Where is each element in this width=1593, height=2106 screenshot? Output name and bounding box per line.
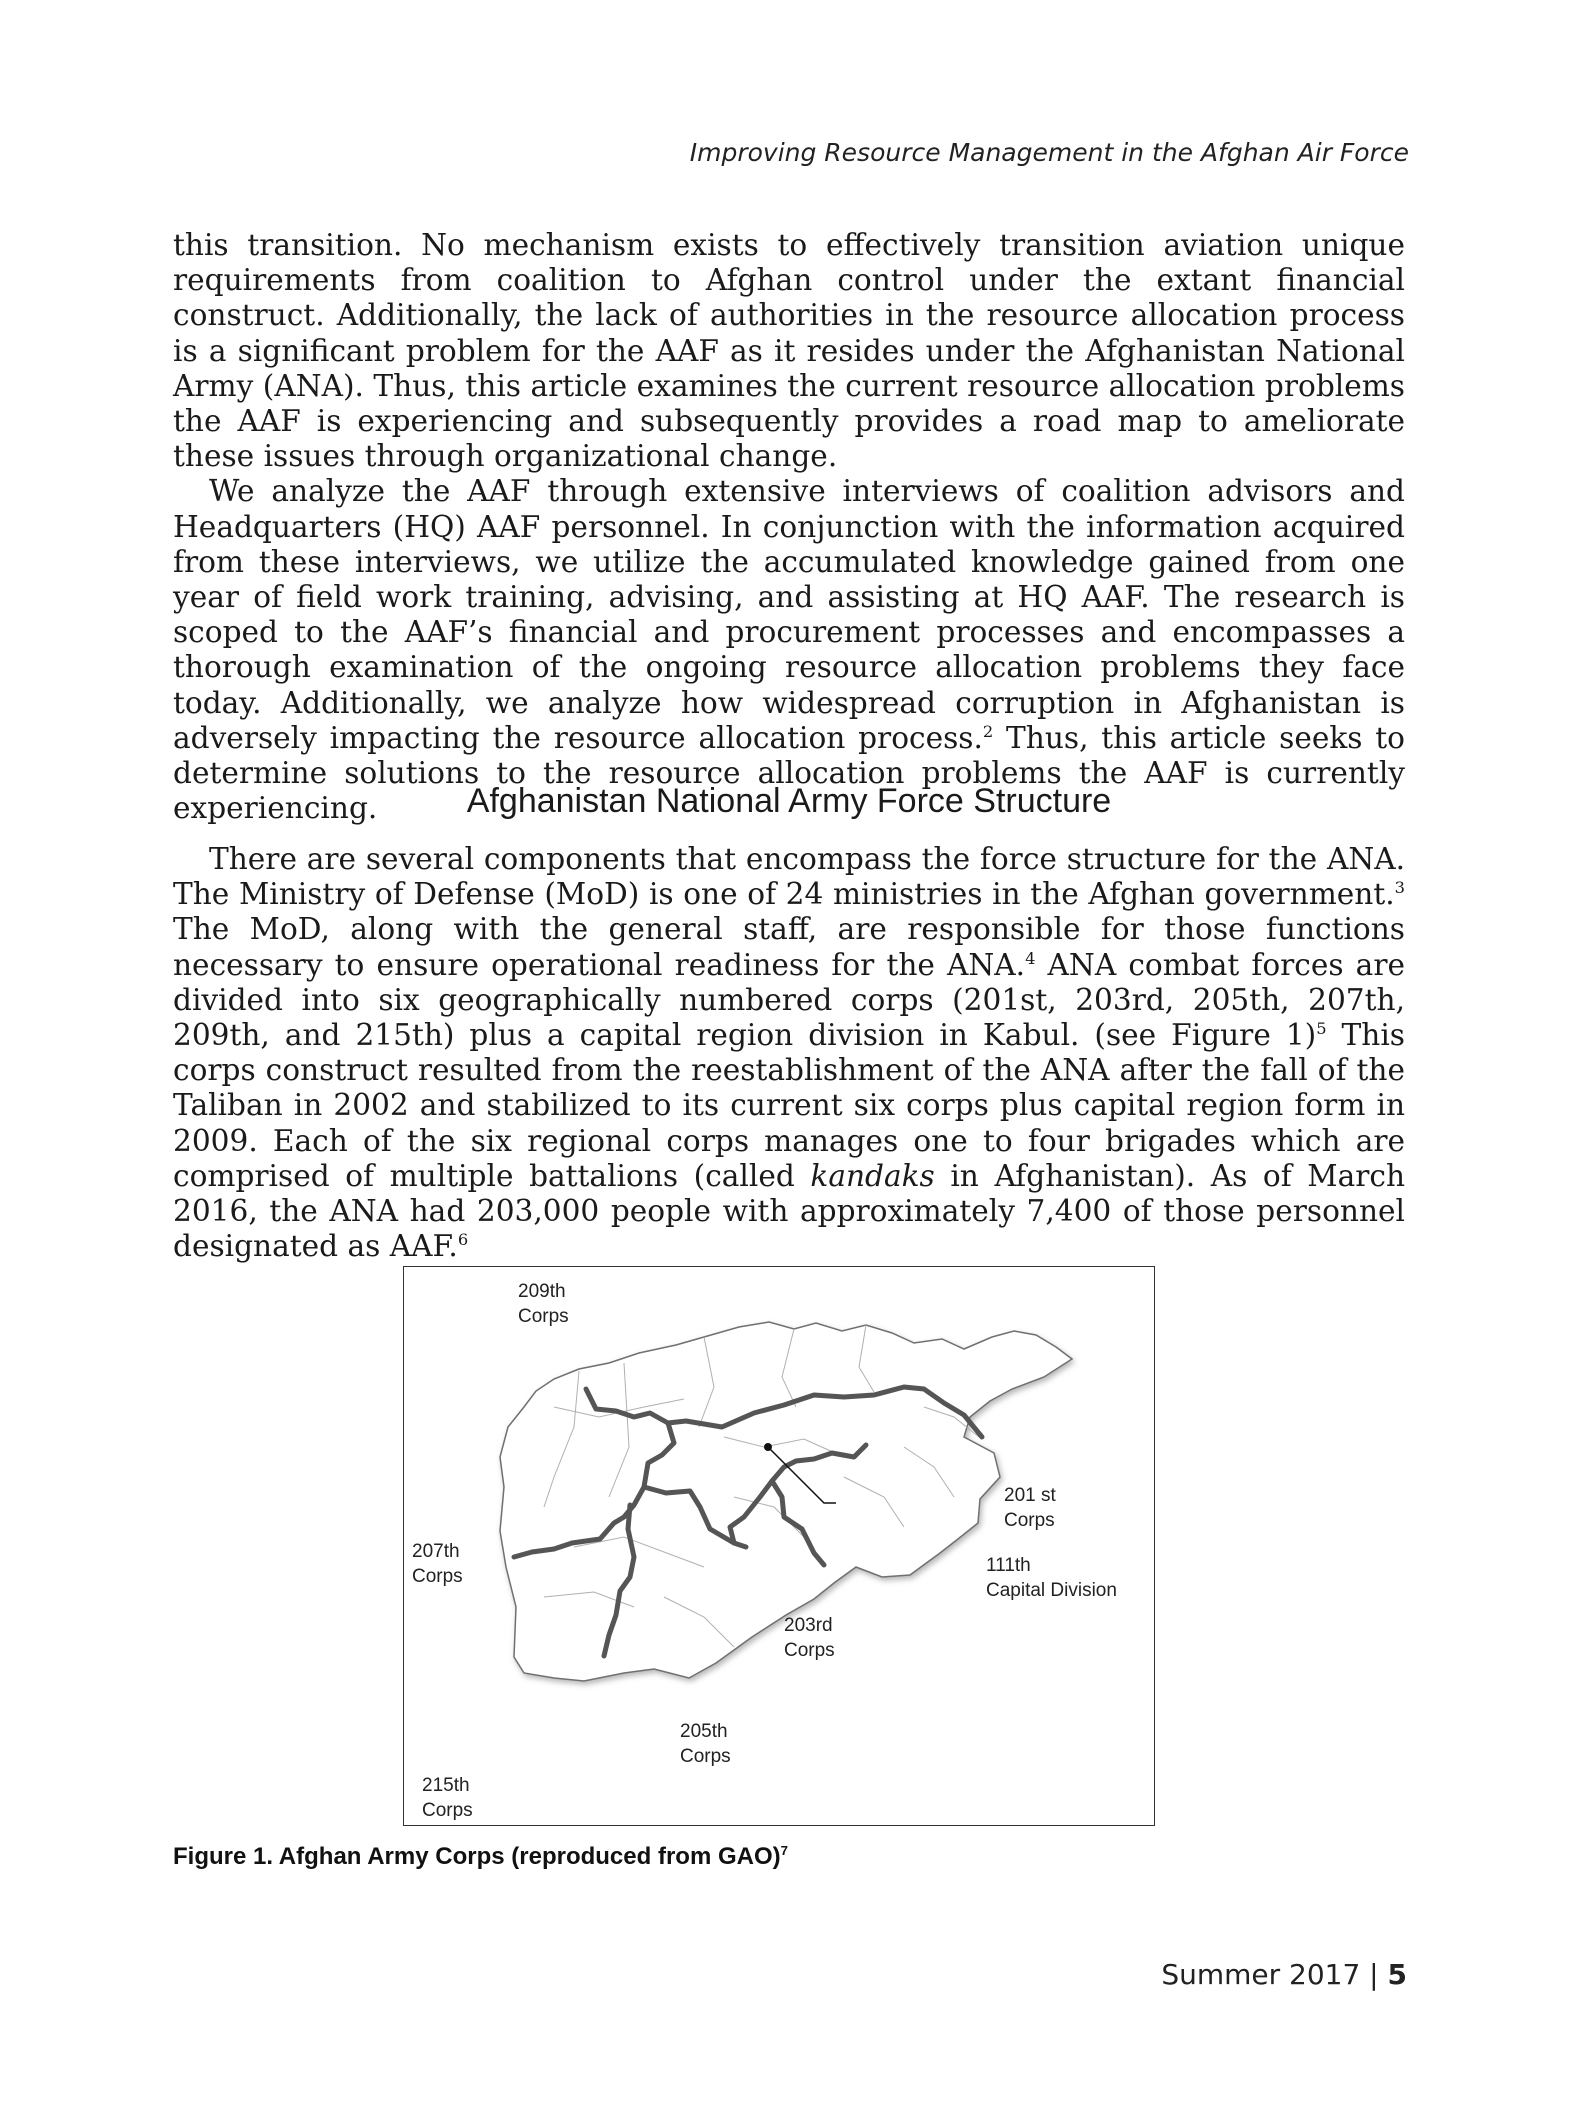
label-111th-line2: Capital Division: [986, 1580, 1117, 1601]
label-209th-line2: Corps: [518, 1306, 569, 1327]
label-201st-corps: [1004, 1483, 1056, 1533]
label-205th-line2: Corps: [680, 1746, 731, 1767]
paragraph-2-text-a: We analyze the AAF through extensive interviews of coalition advisors and Headquarters (HQ) AAF personnel. In conjunction with the information acquired from these interviews, we utilize the accumulated knowledge gained from one year of field work training, advising, and assisting at HQ AAF. The research is scoped to the AAF’s financial and procurement processes and encompasses a thorough examination of the ongoing resource allocation problems they face today. Additionally, we analyze how widespread corruption in Afghanistan is adversely impacting the resource allocation process.: [173, 474, 1405, 755]
issue-label: Summer 2017 |: [1161, 1958, 1388, 1991]
label-215th-line2: Corps: [422, 1800, 473, 1821]
label-201st-line2: Corps: [1004, 1510, 1055, 1531]
kandaks-term: kandaks: [810, 1158, 935, 1193]
label-205th-line1: 205th: [680, 1721, 728, 1742]
label-215th-corps: [422, 1773, 473, 1823]
label-207th-corps: [412, 1539, 463, 1589]
paragraph-3-text-d: This corps construct resulted from the reestablishment of the ANA after the fall of the Taliban in 2002 and stabilized to its current six corps plus capital region form in 2009. Each of the six regional corps manages one to four brigades which are comprised of multiple battalions (called: [173, 1018, 1405, 1193]
afghanistan-corps-map-figure: [403, 1266, 1155, 1826]
paragraph-3: [173, 842, 1405, 1264]
label-207th-line1: 207th: [412, 1541, 460, 1562]
label-203rd-corps: [784, 1613, 835, 1663]
paragraph-3-text-b: The MoD, along with the general staff, are responsible for those functions necessary to ensure operational readiness for the ANA.: [173, 912, 1405, 982]
label-205th-corps: [680, 1719, 731, 1769]
label-111th-line1: 111th: [986, 1555, 1031, 1576]
footnote-ref-3[interactable]: 3: [1394, 878, 1405, 898]
label-209th-corps: [518, 1279, 569, 1329]
page-number: 5: [1387, 1958, 1407, 1991]
label-111th-capital-division: [986, 1553, 1117, 1603]
label-215th-line1: 215th: [422, 1775, 470, 1796]
label-203rd-line2: Corps: [784, 1640, 835, 1661]
label-203rd-line1: 203rd: [784, 1615, 833, 1636]
paragraph-3-text-e: in Afghanistan). As of March 2016, the ANA had 203,000 people with approximately 7,400 of those personnel designated as AAF.: [173, 1158, 1405, 1264]
section-heading: Afghanistan National Army Force Structure: [466, 782, 1112, 820]
running-head: Improving Resource Management in the Afghan Air Force: [689, 138, 1409, 167]
figure-caption-text: Figure 1. Afghan Army Corps (reproduced from GAO): [173, 1843, 781, 1870]
paragraph-3-text-c: ANA combat forces are divided into six geographically numbered corps (201st, 203rd, 205th, 207th, 209th, and 215th) plus a capital region division in Kabul. (see Figure 1): [173, 947, 1405, 1053]
label-207th-line2: Corps: [412, 1566, 463, 1587]
paragraph-2-text-b: Thus, this article seeks to determine solutions to the resource allocation problems the AAF is currently experiencing.: [173, 720, 1405, 826]
footnote-ref-5[interactable]: 5: [1316, 1019, 1327, 1039]
label-209th-line1: 209th: [518, 1281, 566, 1302]
body-text-lower: [173, 842, 1405, 1264]
label-201st-line1: 201 st: [1004, 1485, 1056, 1506]
figure-caption: [173, 1843, 788, 1871]
footnote-ref-6[interactable]: 6: [457, 1230, 469, 1250]
afghanistan-map: [404, 1267, 1156, 1827]
footnote-ref-4[interactable]: 4: [1025, 948, 1036, 968]
paragraph-3-text-a: There are several components that encompass the force structure for the ANA. The Ministry of Defense (MoD) is one of 24 ministries in the Afghan government.: [173, 842, 1405, 912]
footnote-ref-7[interactable]: 7: [780, 1843, 788, 1858]
page-footer: [1161, 1958, 1407, 1991]
body-text-upper: [173, 228, 1405, 826]
paragraph-1: this transition. No mechanism exists to effectively transition aviation unique requirements from coalition to Afghan control under the extant financial construct. Additionally, the lack of authorities in the resource allocation process is a significant problem for the AAF as it resides under the Afghanistan National Army (ANA). Thus, this article examines the current resource allocation problems the AAF is experiencing and subsequently provides a road map to ameliorate these issues through organizational change.: [173, 228, 1405, 474]
footnote-ref-2[interactable]: 2: [982, 721, 994, 741]
paragraph-2: [173, 474, 1405, 826]
